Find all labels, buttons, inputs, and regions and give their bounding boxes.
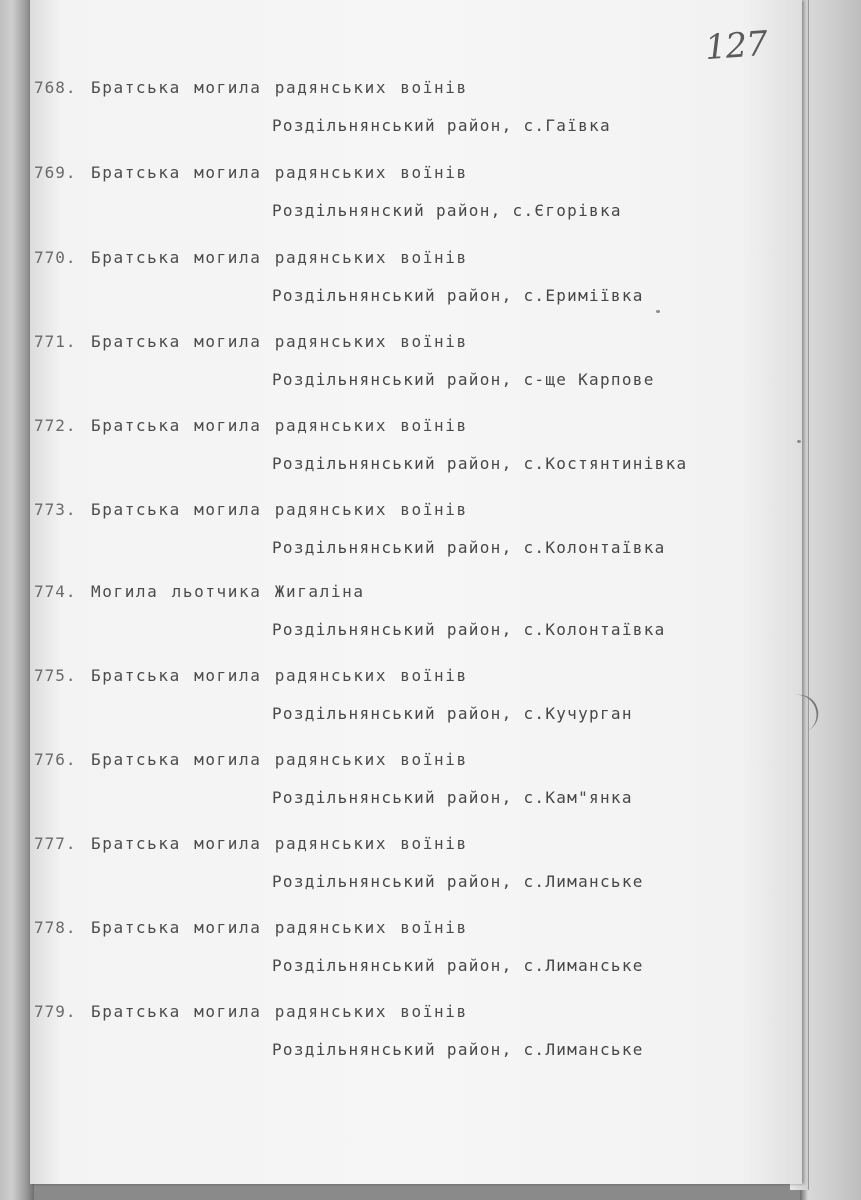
paper-speck xyxy=(656,310,660,313)
entry-number: 777. xyxy=(34,834,77,853)
entry-title: Братська могила радянських воїнів xyxy=(91,78,468,97)
list-item xyxy=(0,918,800,998)
entry-location: Роздільнянський район, с.Кучурган xyxy=(272,704,633,723)
handwritten-page-number: 127 xyxy=(703,23,769,69)
entry-title: Братська могила радянських воїнів xyxy=(91,332,468,351)
entry-title: Братська могила радянських воїнів xyxy=(91,500,468,519)
entry-title: Братська могила радянських воїнів xyxy=(91,1002,468,1021)
entry-title: Братська могила радянських воїнів xyxy=(91,163,468,182)
entry-number: 770. xyxy=(34,248,77,267)
entry-location: Роздільнянський район, с.Лиманське xyxy=(272,872,644,891)
list-item xyxy=(0,163,800,243)
entry-title: Братська могила радянських воїнів xyxy=(91,750,468,769)
entry-title: Могила льотчика Жигаліна xyxy=(91,582,365,601)
entry-title: Братська могила радянських воїнів xyxy=(91,416,468,435)
entry-number: 771. xyxy=(34,332,77,351)
entry-number: 773. xyxy=(34,500,77,519)
list-item xyxy=(0,750,800,830)
entry-title: Братська могила радянських воїнів xyxy=(91,248,468,267)
entry-number: 778. xyxy=(34,918,77,937)
entry-title: Братська могила радянських воїнів xyxy=(91,918,468,937)
entry-number: 779. xyxy=(34,1002,77,1021)
list-item xyxy=(0,248,800,328)
list-item xyxy=(0,582,800,662)
paper-speck xyxy=(797,440,801,443)
entry-location: Роздільнянський район, с.Гаївка xyxy=(272,116,611,135)
entry-location: Роздільнянський район, с-ще Карпове xyxy=(272,370,655,389)
list-item xyxy=(0,834,800,914)
entry-number: 772. xyxy=(34,416,77,435)
entry-location: Роздільнянський район, с.Колонтаївка xyxy=(272,620,666,639)
entry-number: 775. xyxy=(34,666,77,685)
list-item xyxy=(0,416,800,496)
entry-number: 768. xyxy=(34,78,77,97)
entry-title: Братська могила радянських воїнів xyxy=(91,834,468,853)
entry-number: 774. xyxy=(34,582,77,601)
entry-location: Роздільнянський район, с.Лиманське xyxy=(272,1040,644,1059)
entry-location: Роздільнянський район, с.Колонтаївка xyxy=(272,538,666,557)
entry-location: Роздільнянський район, с.Костянтинівка xyxy=(272,454,688,473)
list-item xyxy=(0,1002,800,1082)
list-item xyxy=(0,500,800,580)
list-item xyxy=(0,78,800,158)
entry-location: Роздільнянський район, с.Еримiївка xyxy=(272,286,644,305)
entry-location: Роздільнянський район, с.Кам"янка xyxy=(272,788,633,807)
entry-title: Братська могила радянських воїнів xyxy=(91,666,468,685)
list-item xyxy=(0,332,800,412)
entry-number: 776. xyxy=(34,750,77,769)
list-item xyxy=(0,666,800,746)
entry-location: Роздільнянский район, с.Єгорівка xyxy=(272,201,622,220)
entry-number: 769. xyxy=(34,163,77,182)
entry-location: Роздільнянський район, с.Лиманське xyxy=(272,956,644,975)
